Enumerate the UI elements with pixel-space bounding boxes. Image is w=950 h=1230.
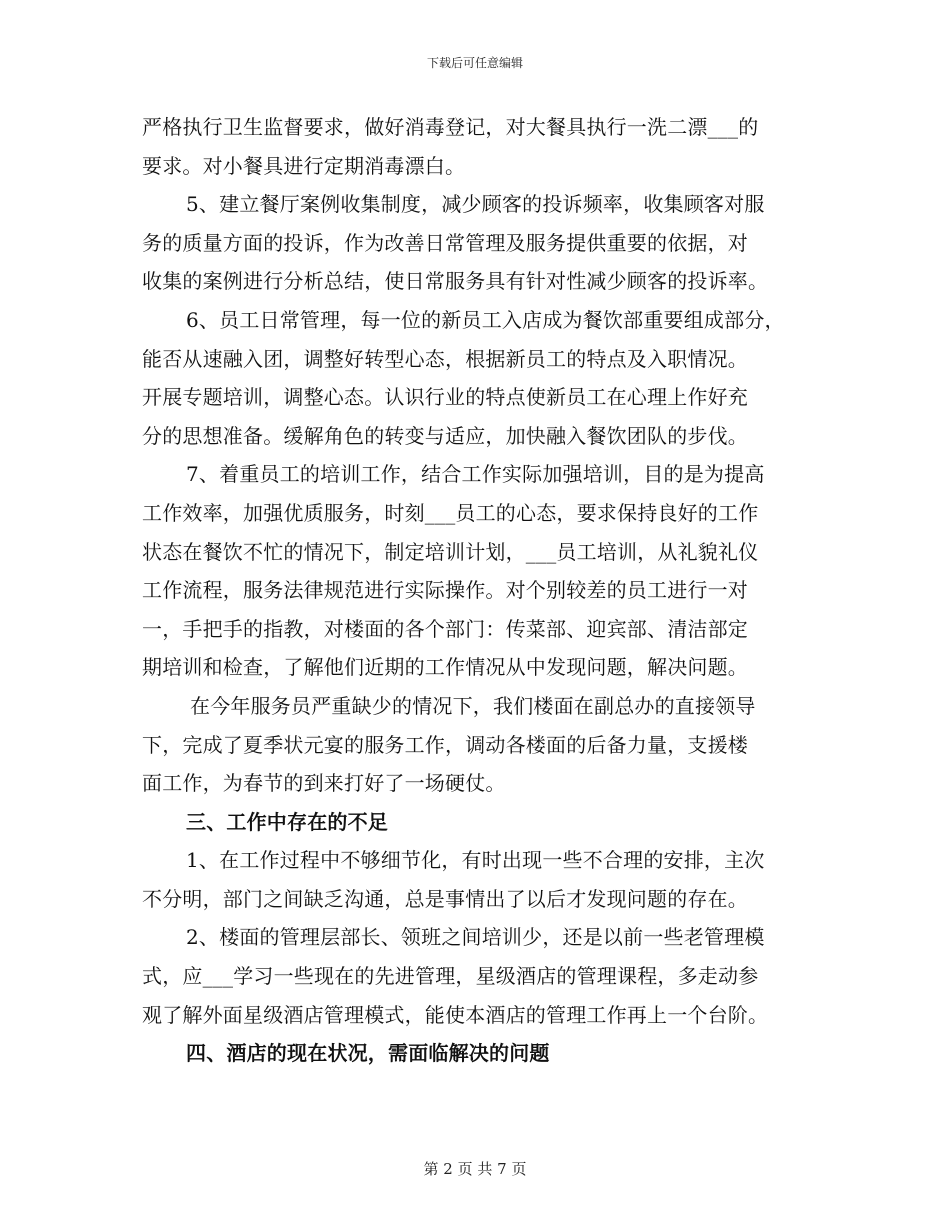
paragraph-line: 务的质量方面的投诉，作为改善日常管理及服务提供重要的依据，对 — [142, 230, 748, 255]
paragraph-line: 状态在餐饮不忙的情况下，制定培训计划，___员工培训，从礼貌礼仪 — [142, 539, 759, 564]
section-heading: 四、酒店的现在状况，需面临解决的问题 — [186, 1041, 550, 1066]
paragraph-line: 收集的案例进行分析总结，使日常服务具有针对性减少顾客的投诉率。 — [142, 269, 769, 294]
paragraph-line: 严格执行卫生监督要求，做好消毒登记，对大餐具执行一洗二漂___的 — [142, 115, 759, 139]
paragraph-line: 下，完成了夏季状元宴的服务工作，调动各楼面的后备力量，支援楼 — [142, 732, 748, 757]
paragraph-line: 1、在工作过程中不够细节化，有时出现一些不合理的安排，主次 — [186, 848, 765, 873]
paragraph-line: 7、着重员工的培训工作，结合工作实际加强培训，目的是为提高 — [186, 462, 765, 487]
paragraph-line: 在今年服务员严重缺少的情况下，我们楼面在副总办的直接领导 — [190, 693, 756, 718]
page-footer: 第 2 页 共 7 页 — [423, 1160, 527, 1178]
paragraph-line: 开展专题培训，调整心态。认识行业的特点使新员工在心理上作好充 — [142, 385, 748, 410]
paragraph-line: 分的思想准备。缓解角色的转变与适应，加快融入餐饮团队的步伐。 — [142, 423, 748, 448]
document-body — [142, 108, 822, 1073]
section-heading: 三、工作中存在的不足 — [186, 809, 388, 834]
paragraph-line: 式，应___学习一些现在的先进管理，星级酒店的管理课程，多走动参 — [142, 964, 759, 989]
paragraph-line: 工作效率，加强优质服务，时刻___员工的心态，要求保持良好的工作 — [142, 500, 759, 525]
paragraph-line: 能否从速融入团，调整好转型心态，根据新员工的特点及入职情况。 — [142, 346, 748, 371]
paragraph-line: 不分明，部门之间缺乏沟通，总是事情出了以后才发现问题的存在。 — [142, 886, 748, 911]
paragraph-line: 6、员工日常管理，每一位的新员工入店成为餐饮部重要组成部分， — [186, 307, 785, 332]
paragraph-line: 2、楼面的管理层部长、领班之间培训少，还是以前一些老管理模 — [186, 925, 765, 950]
paragraph-line: 工作流程，服务法律规范进行实际操作。对个别较差的员工进行一对 — [142, 578, 748, 603]
page-header: 下载后可任意编辑 — [426, 56, 523, 70]
paragraph-line: 一，手把手的指教，对楼面的各个部门：传菜部、迎宾部、清洁部定 — [142, 616, 748, 641]
paragraph-line: 期培训和检查，了解他们近期的工作情况从中发现问题，解决问题。 — [142, 655, 748, 680]
paragraph-line: 面工作，为春节的到来打好了一场硬仗。 — [142, 771, 506, 796]
paragraph-line: 5、建立餐厅案例收集制度，减少顾客的投诉频率，收集顾客对服 — [186, 192, 765, 217]
paragraph-line: 要求。对小餐具进行定期消毒漂白。 — [142, 153, 466, 178]
paragraph-line: 观了解外面星级酒店管理模式，能使本酒店的管理工作再上一个台阶。 — [142, 1002, 769, 1027]
